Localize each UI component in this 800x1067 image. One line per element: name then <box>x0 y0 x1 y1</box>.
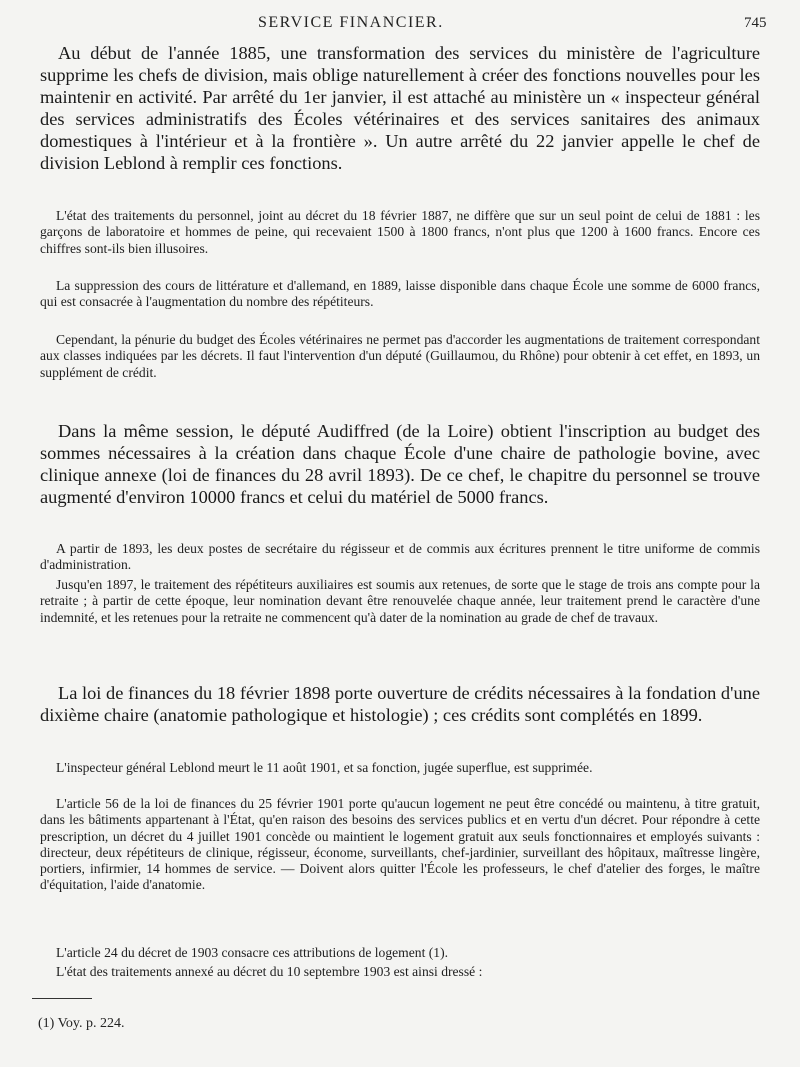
footnote: (1) Voy. p. 224. <box>38 1016 125 1031</box>
paragraph-commis <box>40 541 760 574</box>
paragraph: L'article 24 du décret de 1903 consacre ces attributions de logement (1). <box>56 945 448 960</box>
paragraph-etat-traitements <box>40 964 760 980</box>
paragraph: Au début de l'année 1885, une transformation des services du ministère de l'agriculture supprime les chefs de division, mais oblige naturellement à créer des fonctions nouvelles pour les maintenir en activité. Par arrêté du 1er janvier, il est attaché au ministère un « inspecteur général des services administratifs des Écoles vétérinaires et des services sanitaires des animaux domestiques à l'intérieur et à la frontière ». Un autre arrêté du 22 janvier appelle le chef de division Leblond à remplir ces fonctions. <box>40 43 760 173</box>
paragraph-audiffred <box>40 420 760 508</box>
paragraph-article-24 <box>40 945 760 961</box>
paragraph: Cependant, la pénurie du budget des Écoles vétérinaires ne permet pas d'accorder les augmentations de traitement correspondant aux classes indiquées par les décrets. Il faut l'intervention d'un député (Guillaumou, du Rhône) pour obtenir à cet effet, en 1893, un supplément de crédit. <box>40 332 760 380</box>
paragraph: L'état des traitements annexé au décret du 10 septembre 1903 est ainsi dressé : <box>56 964 483 979</box>
paragraph-1893-credit <box>40 332 760 381</box>
paragraph: La loi de finances du 18 février 1898 porte ouverture de crédits nécessaires à la fondation d'une dixième chaire (anatomie pathologique et histologie) ; ces crédits sont complétés en 1899. <box>40 683 760 725</box>
paragraph-1887-salaries <box>40 208 760 257</box>
paragraph: L'état des traitements du personnel, joint au décret du 18 février 1887, ne diffère que sur un seul point de celui de 1881 : les garçons de laboratoire et hommes de peine, qui recevaient 1500 à 1800 francs, n'ont plus que 1200 à 1600 francs. Encore ces chiffres sont-ils bien illusoires. <box>40 208 760 256</box>
paragraph: A partir de 1893, les deux postes de secrétaire du régisseur et de commis aux écritures prennent le titre uniforme de commis d'administration. <box>40 541 760 573</box>
paragraph-article-56 <box>40 796 760 894</box>
running-head <box>0 14 800 36</box>
paragraph: Jusqu'en 1897, le traitement des répétiteurs auxiliaires est soumis aux retenues, de sorte que le stage de trois ans compte pour la retraite ; à partir de cette époque, leur nomination devant être renouvelée chaque année, leur traitement prend le caractère d'une indemnité, et les retenues pour la retraite ne commencent qu'à dater de la nomination au grade de chef de travaux. <box>40 577 760 625</box>
paragraph: La suppression des cours de littérature et d'allemand, en 1889, laisse disponible dans chaque École une somme de 6000 francs, qui est consacrée à l'augmentation du nombre des répétiteurs. <box>40 278 760 310</box>
paragraph: L'article 56 de la loi de finances du 25 février 1901 porte qu'aucun logement ne peut être concédé ou maintenu, à titre gratuit, dans les bâtiments appartenant à l'État, qu'en raison des besoins des services publics et en vertu d'un décret. Pour répondre à cette prescription, un décret du 4 juillet 1901 concède ou maintient le logement gratuit aux seuls fonctionnaires et employés suivants : directeur, deux répétiteurs de clinique, régisseur, économe, surveillants, chef-jardinier, surveillant des hôpitaux, maîtresse lingère, portiers, infirmier, 14 hommes de service. — Doivent alors quitter l'École les professeurs, le chef d'atelier des forges, le maître d'équitation, l'aide d'anatomie. <box>40 796 760 893</box>
paragraph-1889-courses <box>40 278 760 311</box>
paragraph-1897-repetiteurs <box>40 577 760 626</box>
running-title: SERVICE FINANCIER. <box>258 14 444 31</box>
footnote-separator <box>32 998 92 999</box>
page-number: 745 <box>744 15 767 31</box>
paragraph-1898-chaire <box>40 682 760 726</box>
paragraph-1885-reform <box>40 42 760 174</box>
paragraph-leblond-death <box>40 760 760 776</box>
paragraph: L'inspecteur général Leblond meurt le 11 août 1901, et sa fonction, jugée superflue, est supprimée. <box>56 760 593 775</box>
paragraph: Dans la même session, le député Audiffred (de la Loire) obtient l'inscription au budget des sommes nécessaires à la création dans chaque École d'une chaire de pathologie bovine, avec clinique annexe (loi de finances du 28 avril 1893). De ce chef, le chapitre du personnel se trouve augmenté d'environ 10000 francs et celui du matériel de 5000 francs. <box>40 421 760 507</box>
